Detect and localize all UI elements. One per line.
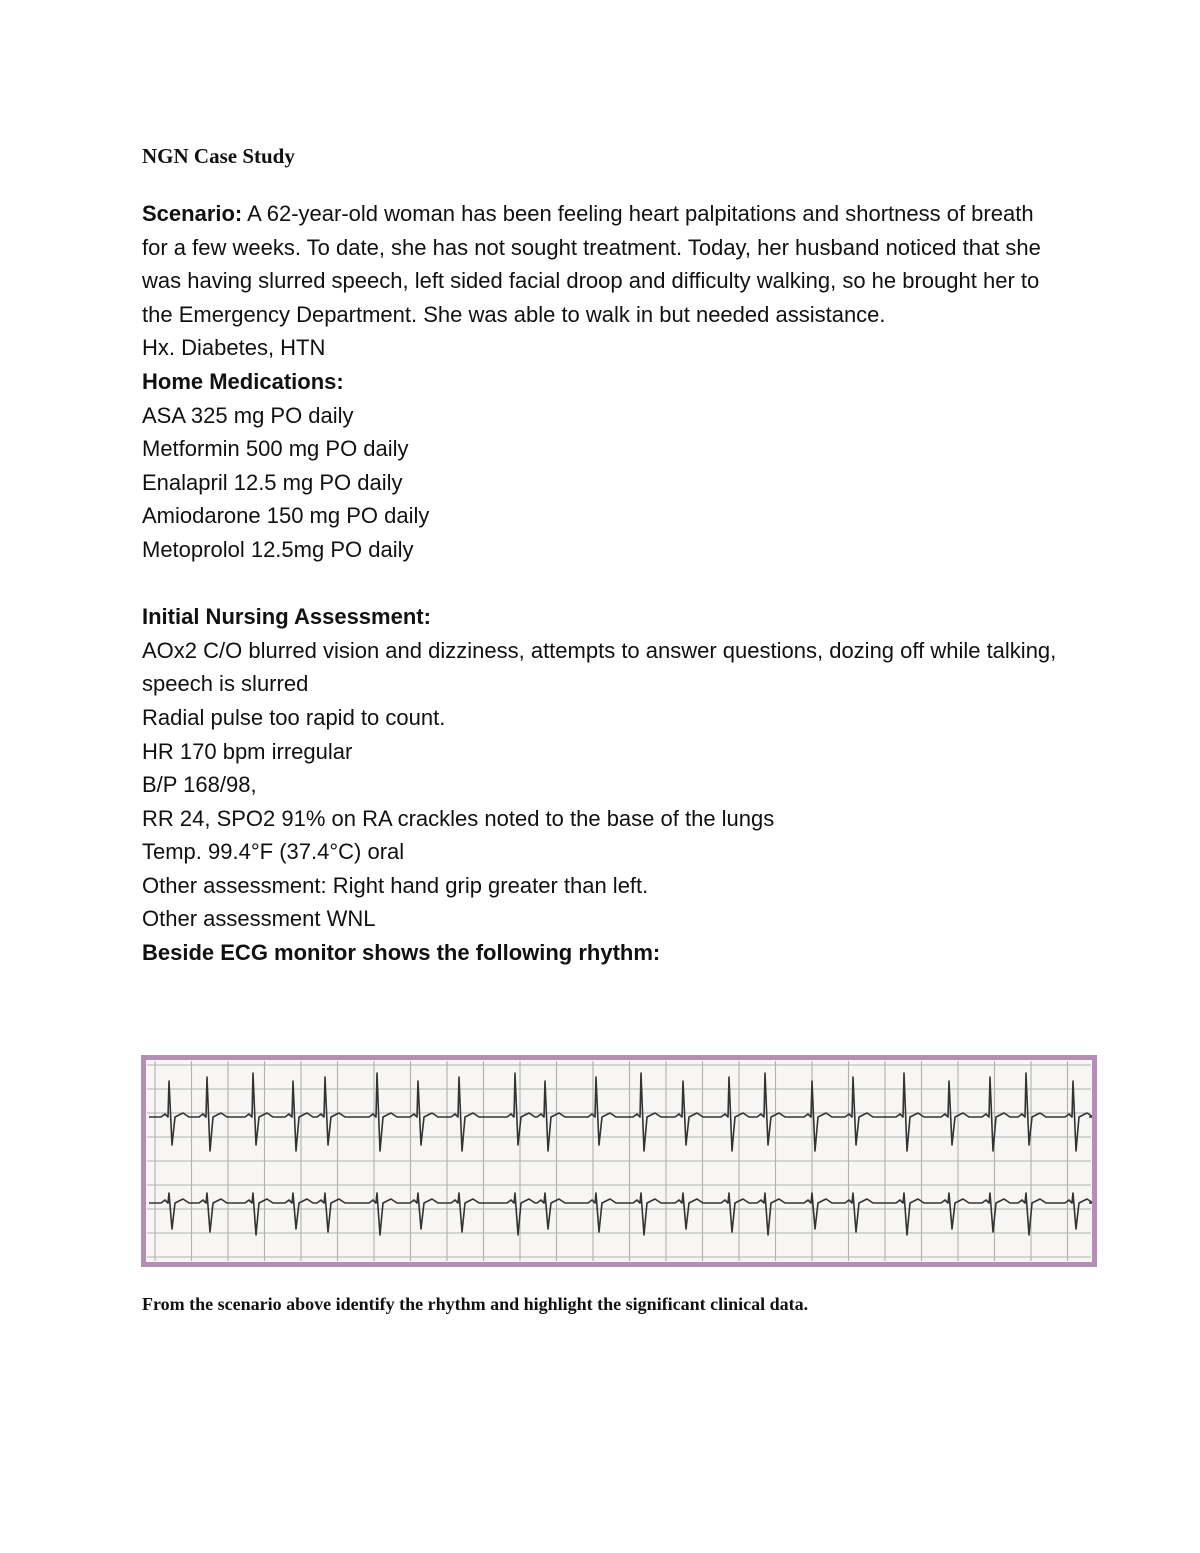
assessment-item: AOx2 C/O blurred vision and dizziness, attempts to answer questions, dozing off while talking, speech is slurred [142, 637, 1057, 697]
spacer [142, 567, 1062, 601]
ecg-heading: Beside ECG monitor shows the following rhythm: [142, 940, 661, 966]
medication-item: ASA 325 mg PO daily [142, 402, 354, 428]
assessment-heading: Initial Nursing Assessment: [142, 604, 431, 630]
medications-heading: Home Medications: [142, 368, 344, 394]
medication-item: Amiodarone 150 mg PO daily [142, 503, 430, 529]
ecg-rhythm-strip [141, 1055, 1097, 1267]
medication-item: Metformin 500 mg PO daily [142, 436, 409, 462]
question-prompt: From the scenario above identify the rhythm and highlight the significant clinical data. [142, 1294, 809, 1314]
medication-item: Metoprolol 12.5mg PO daily [142, 536, 414, 562]
scenario-text: A 62-year-old woman has been feeling heart palpitations and shortness of breath for a few weeks. To date, she has not sought treatment. Today, her husband noticed that she was having slurred speech, left sided facial droop and difficulty walking, so he brought her to the Emergency Department. She was able to walk in but needed assistance. [142, 201, 1041, 327]
history-line: Hx. Diabetes, HTN [142, 335, 326, 361]
assessment-item: RR 24, SPO2 91% on RA crackles noted to the base of the lungs [142, 805, 775, 831]
scenario-label: Scenario: [142, 201, 243, 226]
assessment-item: Temp. 99.4°F (37.4°C) oral [142, 839, 405, 865]
assessment-item: Other assessment WNL [142, 906, 376, 932]
scenario-paragraph [142, 197, 1062, 331]
assessment-item: HR 170 bpm irregular [142, 738, 353, 764]
assessment-item: Radial pulse too rapid to count. [142, 704, 446, 730]
assessment-item: B/P 168/98, [142, 772, 257, 798]
document-title: NGN Case Study [142, 144, 295, 168]
case-body [142, 197, 1062, 970]
assessment-item: Other assessment: Right hand grip greater than left. [142, 872, 649, 898]
medication-item: Enalapril 12.5 mg PO daily [142, 469, 403, 495]
